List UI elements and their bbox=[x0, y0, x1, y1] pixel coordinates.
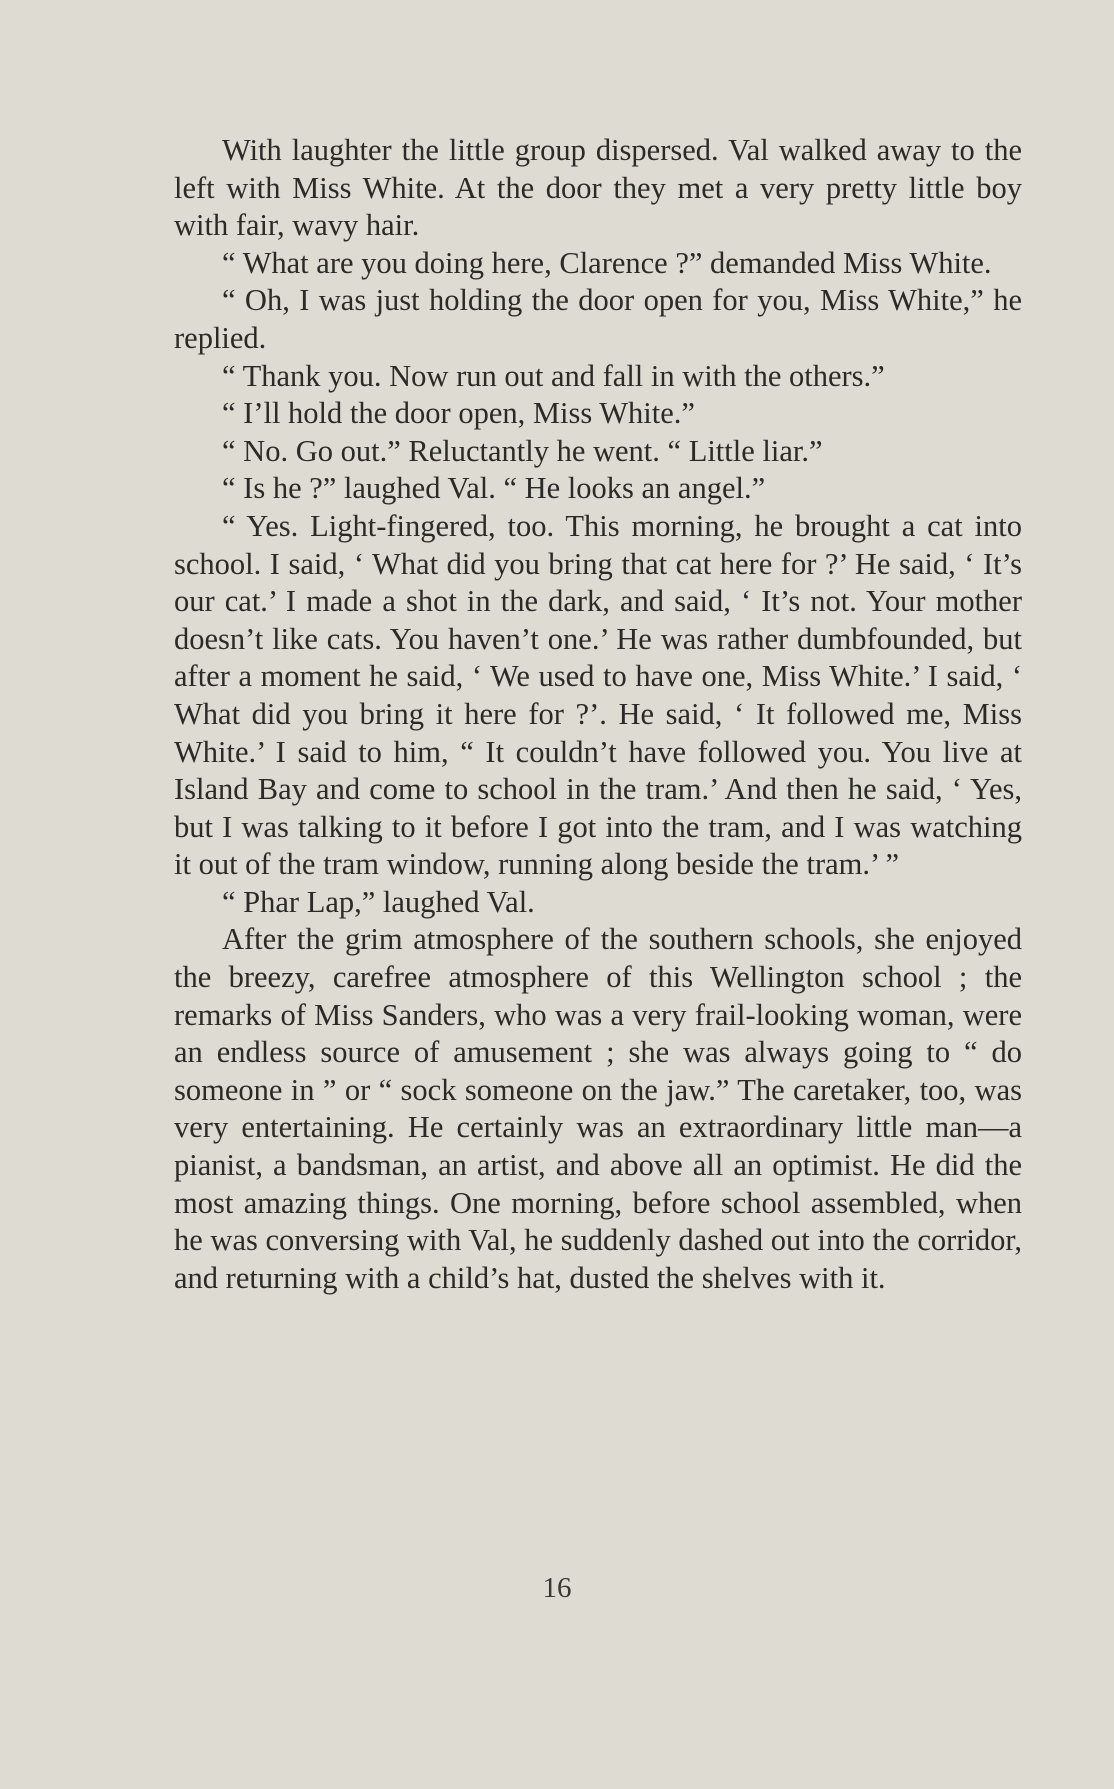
paragraph-9: “ Phar Lap,” laughed Val. bbox=[222, 884, 535, 919]
paragraph-6: “ No. Go out.” Reluctantly he went. “ Little liar.” bbox=[222, 433, 823, 468]
paragraph-7: “ Is he ?” laughed Val. “ He looks an angel.” bbox=[222, 471, 766, 506]
paragraph-8: “ Yes. Light-fingered, too. This morning, he brought a cat into school. I said, ‘ What did you bring that cat here for ?’ He said, ‘ It’s our cat.’ I made a shot in the dark, and said, ‘ It’s not. Your mother doesn’t like cats. You haven’t one.’ He was rather dumbfounded, but after a moment he said, ‘ We used to have one, Miss White.’ I said, ‘ What did you bring it here for ?’. He said, ‘ It followed me, Miss White.’ I said to him, “ It couldn’t have followed you. You live at Island Bay and come to school in the tram.’ And then he said, ‘ Yes, but I was talking to it before I got into the tram, and I was watching it out of the tram window, running along beside the tram.’ ” bbox=[174, 508, 1022, 882]
body-text bbox=[174, 132, 1022, 1297]
paragraph-5: “ I’ll hold the door open, Miss White.” bbox=[222, 396, 695, 431]
paragraph-10: After the grim atmosphere of the southern schools, she enjoyed the breezy, carefree atmosphere of this Wellington school ; the remarks of Miss Sanders, who was a very frail-looking woman, were an endless source of amusement ; she was always going to “ do someone in ” or “ sock someone on the jaw.” The caretaker, too, was very entertaining. He certainly was an extraordinary little man—a pianist, a bandsman, an artist, and above all an optimist. He did the most amazing things. One morning, before school assembled, when he was conversing with Val, he suddenly dashed out into the corridor, and returning with a child’s hat, dusted the shelves with it. bbox=[174, 922, 1022, 1295]
page-number: 16 bbox=[542, 1572, 572, 1604]
paragraph-2: “ What are you doing here, Clarence ?” demanded Miss White. bbox=[222, 245, 992, 280]
paragraph-1: With laughter the little group dispersed. Val walked away to the left with Miss White. At the door they met a very pretty little boy with fair, wavy hair. bbox=[174, 133, 1022, 243]
paragraph-3: “ Oh, I was just holding the door open for you, Miss White,” he replied. bbox=[174, 283, 1022, 355]
paragraph-4: “ Thank you. Now run out and fall in with the others.” bbox=[222, 358, 885, 393]
